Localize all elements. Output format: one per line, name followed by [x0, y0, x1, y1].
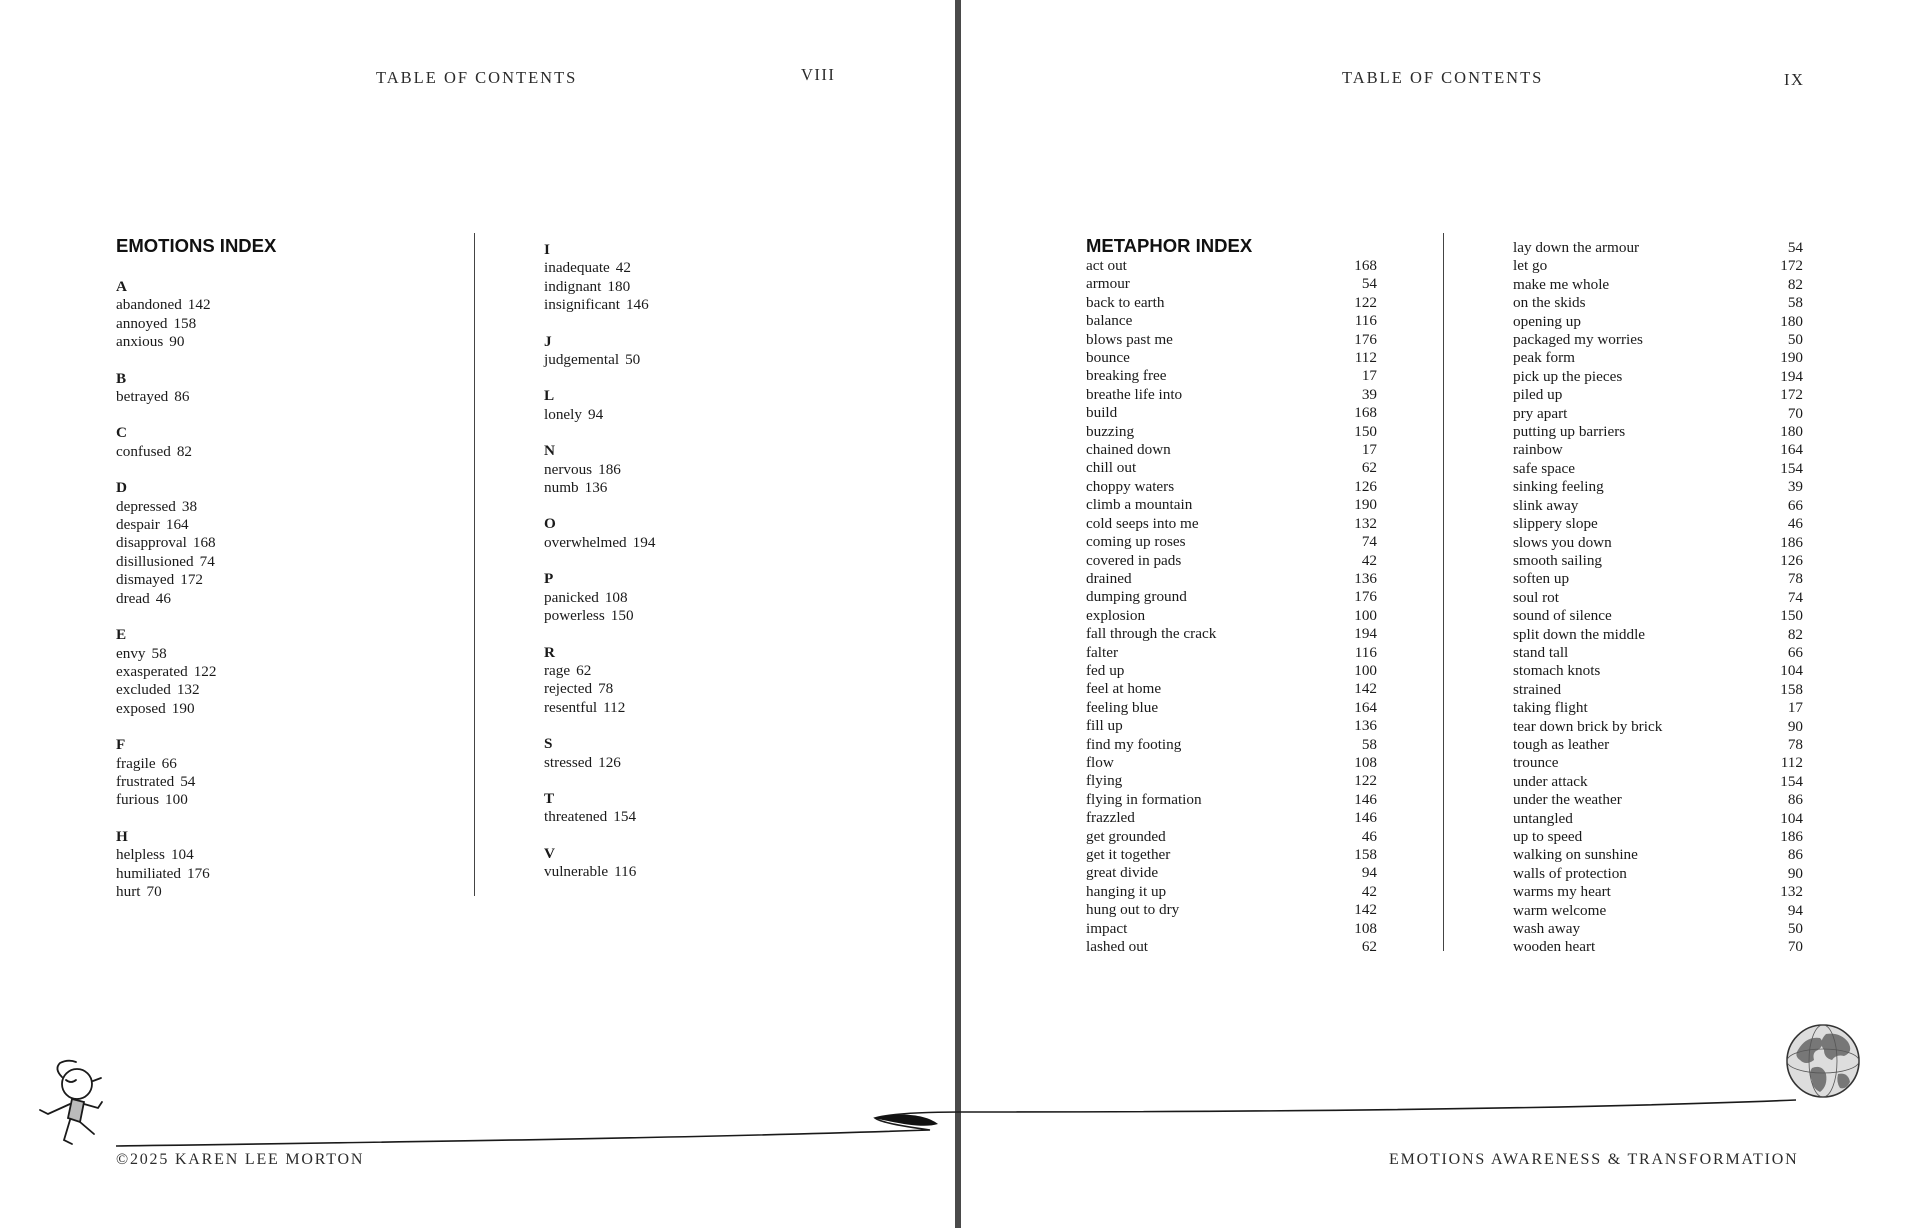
entry-term: humiliated: [116, 864, 181, 882]
entry-term: tear down brick by brick: [1513, 717, 1663, 735]
entry-page-number: 78: [1787, 735, 1803, 753]
entry-term: sound of silence: [1513, 607, 1612, 625]
entry-term: pick up the pieces: [1513, 367, 1623, 385]
entry-page-number: 58: [1787, 294, 1803, 312]
entry-term: untangled: [1513, 809, 1573, 827]
entry-page-number: 186: [1780, 828, 1803, 845]
entry-page-number: 112: [603, 698, 626, 716]
entry-term: lay down the armour: [1513, 239, 1640, 256]
entry-page-number: 17: [1361, 367, 1377, 385]
entry-page-number: 58: [1361, 735, 1377, 753]
entry-term: soul rot: [1513, 588, 1559, 606]
entry-term: wooden heart: [1513, 938, 1596, 956]
entry-page-number: 158: [173, 314, 197, 332]
index-letter: D: [116, 479, 127, 497]
entry-page-number: 176: [1354, 588, 1377, 606]
entry-term: resentful: [544, 698, 598, 716]
entry-page-number: 136: [584, 479, 608, 497]
entry-page-number: 100: [1354, 606, 1377, 624]
entry-term: act out: [1086, 257, 1127, 274]
entry-term: sinking feeling: [1513, 478, 1604, 496]
entry-page-number: 150: [610, 607, 634, 625]
index-letter: I: [544, 241, 550, 258]
running-head: TABLE OF CONTENTS: [1342, 68, 1544, 87]
entry-term: flying: [1086, 772, 1123, 790]
copyright-footer: ©2025 KAREN LEE MORTON: [116, 1151, 365, 1168]
entry-page-number: 176: [186, 864, 210, 882]
entry-term: inadequate: [544, 259, 610, 277]
entry-page-number: 154: [613, 808, 637, 826]
entry-term: cold seeps into me: [1086, 514, 1199, 532]
entry-page-number: 122: [193, 662, 217, 680]
index-letter: N: [544, 442, 555, 460]
entry-term: disapproval: [116, 534, 187, 552]
entry-term: rainbow: [1513, 441, 1563, 459]
entry-page-number: 86: [1787, 846, 1803, 864]
entry-page-number: 46: [155, 589, 171, 607]
entry-term: judgemental: [544, 351, 620, 369]
entry-page-number: 190: [1354, 496, 1377, 514]
entry-page-number: 94: [587, 405, 604, 423]
entry-term: overwhelmed: [544, 533, 627, 551]
index-letter: O: [544, 515, 556, 533]
entry-term: despair: [116, 516, 160, 534]
entry-term: safe space: [1513, 459, 1575, 477]
entry-page-number: 146: [625, 296, 649, 314]
entry-page-number: 116: [1354, 312, 1377, 330]
entry-page-number: 142: [1354, 680, 1377, 698]
index-letter: S: [544, 735, 553, 753]
entry-term: back to earth: [1086, 293, 1165, 311]
entry-page-number: 100: [165, 791, 188, 809]
entry-page-number: 146: [1354, 790, 1377, 808]
entry-term: disillusioned: [116, 552, 194, 570]
entry-page-number: 100: [1354, 661, 1377, 679]
entry-term: vulnerable: [544, 863, 609, 881]
entry-page-number: 50: [625, 351, 641, 369]
entry-page-number: 122: [1354, 772, 1377, 790]
entry-page-number: 90: [1787, 864, 1803, 882]
entry-page-number: 62: [576, 661, 592, 679]
entry-term: find my footing: [1086, 735, 1182, 753]
index-letter: P: [544, 570, 554, 588]
entry-page-number: 154: [1780, 772, 1803, 790]
entry-term: fill up: [1086, 717, 1123, 735]
entry-term: stand tall: [1513, 643, 1569, 661]
entry-page-number: 168: [1354, 257, 1377, 274]
entry-term: make me whole: [1513, 275, 1610, 293]
entry-term: fed up: [1086, 661, 1125, 679]
entry-page-number: 180: [1780, 312, 1803, 330]
entry-term: covered in pads: [1086, 551, 1182, 569]
entry-term: hanging it up: [1086, 882, 1167, 900]
entry-term: furious: [116, 791, 160, 809]
entry-page-number: 194: [1354, 625, 1377, 643]
entry-term: wash away: [1513, 920, 1581, 938]
entry-term: flying in formation: [1086, 790, 1202, 808]
entry-page-number: 90: [1787, 717, 1803, 735]
entry-page-number: 82: [1787, 275, 1803, 293]
entry-term: rage: [544, 661, 571, 679]
entry-page-number: 108: [1354, 919, 1377, 937]
entry-page-number: 70: [1787, 938, 1803, 956]
entry-page-number: 180: [1780, 423, 1803, 441]
entry-page-number: 38: [181, 497, 198, 515]
entry-term: fragile: [116, 754, 156, 772]
entry-term: feel at home: [1086, 680, 1162, 698]
entry-term: strained: [1513, 680, 1562, 698]
index-letter: L: [544, 387, 555, 405]
entry-page-number: 70: [1787, 404, 1803, 422]
entry-page-number: 39: [1361, 385, 1377, 403]
entry-term: frustrated: [116, 772, 175, 790]
entry-term: tough as leather: [1513, 735, 1610, 753]
entry-page-number: 168: [192, 534, 216, 552]
entry-page-number: 74: [199, 552, 215, 570]
entry-page-number: 132: [176, 681, 200, 699]
entry-term: choppy waters: [1086, 477, 1175, 495]
entry-term: fall through the crack: [1086, 625, 1217, 643]
entry-term: buzzing: [1086, 422, 1135, 440]
entry-page-number: 158: [1780, 680, 1803, 698]
entry-page-number: 58: [151, 644, 167, 662]
entry-term: get grounded: [1086, 827, 1166, 845]
entry-page-number: 164: [1780, 441, 1803, 459]
entry-term: stomach knots: [1513, 662, 1601, 680]
entry-term: rejected: [544, 680, 593, 698]
entry-term: abandoned: [116, 296, 182, 314]
index-letter: V: [544, 844, 555, 862]
entry-page-number: 108: [604, 588, 628, 606]
entry-term: smooth sailing: [1513, 551, 1603, 569]
entry-term: warms my heart: [1513, 883, 1611, 901]
entry-term: trounce: [1513, 754, 1559, 772]
entry-page-number: 66: [161, 754, 177, 772]
entry-page-number: 194: [1780, 367, 1803, 385]
entry-term: explosion: [1086, 606, 1146, 624]
entry-term: get it together: [1086, 846, 1171, 863]
entry-page-number: 186: [598, 460, 621, 478]
entry-term: chill out: [1086, 459, 1137, 477]
entry-page-number: 172: [1780, 386, 1803, 404]
entry-term: great divide: [1086, 864, 1159, 882]
entry-page-number: 158: [1354, 846, 1377, 863]
entry-page-number: 66: [1787, 496, 1803, 514]
entry-page-number: 168: [1354, 404, 1377, 422]
entry-term: under the weather: [1513, 791, 1622, 809]
entry-term: putting up barriers: [1513, 423, 1626, 441]
entry-page-number: 46: [1361, 827, 1377, 845]
entry-page-number: 17: [1361, 441, 1377, 459]
page-number: IX: [1784, 70, 1805, 89]
entry-term: frazzled: [1086, 809, 1135, 827]
entry-term: slink away: [1513, 496, 1579, 514]
globe-icon: [1787, 1025, 1859, 1097]
entry-term: indignant: [544, 277, 602, 295]
entry-term: dismayed: [116, 571, 175, 589]
entry-term: annoyed: [116, 314, 168, 332]
entry-page-number: 116: [614, 863, 637, 881]
entry-term: lonely: [544, 405, 582, 423]
page-number: VIII: [801, 65, 836, 84]
index-letter: A: [116, 278, 127, 295]
entry-term: slippery slope: [1513, 515, 1598, 533]
entry-page-number: 62: [1361, 459, 1377, 477]
entry-page-number: 164: [165, 516, 189, 534]
entry-page-number: 136: [1354, 717, 1377, 735]
index-letter: R: [544, 643, 555, 661]
entry-term: confused: [116, 442, 171, 460]
entry-page-number: 82: [176, 442, 193, 460]
entry-term: bounce: [1086, 349, 1130, 367]
entry-term: soften up: [1513, 570, 1570, 588]
entry-page-number: 176: [1354, 330, 1377, 348]
entry-page-number: 190: [171, 699, 195, 717]
entry-term: depressed: [116, 497, 176, 515]
entry-term: packaged my worries: [1513, 331, 1643, 349]
entry-term: taking flight: [1513, 699, 1588, 717]
index-letter: B: [116, 369, 127, 387]
entry-term: impact: [1086, 919, 1128, 937]
entry-page-number: 126: [1354, 477, 1377, 495]
entry-page-number: 146: [1354, 809, 1377, 827]
entry-page-number: 74: [1787, 588, 1803, 606]
entry-term: split down the middle: [1513, 625, 1646, 643]
entry-term: under attack: [1513, 772, 1588, 790]
entry-term: climb a mountain: [1086, 496, 1193, 514]
entry-page-number: 122: [1354, 293, 1377, 311]
entry-page-number: 86: [174, 388, 190, 406]
entry-page-number: 154: [1780, 459, 1803, 477]
entry-term: falter: [1086, 643, 1119, 661]
entry-term: on the skids: [1513, 294, 1586, 312]
entry-page-number: 78: [1787, 570, 1803, 588]
entry-term: hurt: [116, 882, 141, 900]
entry-page-number: 86: [1787, 791, 1803, 809]
entry-term: dumping ground: [1086, 588, 1187, 606]
entry-page-number: 42: [1361, 882, 1377, 900]
entry-term: flow: [1086, 753, 1114, 771]
index-title: METAPHOR INDEX: [1086, 235, 1253, 256]
index-letter: H: [116, 827, 128, 845]
entry-page-number: 94: [1787, 901, 1803, 919]
entry-page-number: 94: [1361, 864, 1377, 882]
entry-term: powerless: [544, 607, 605, 625]
entry-page-number: 150: [1780, 607, 1803, 625]
entry-page-number: 66: [1787, 643, 1803, 661]
entry-page-number: 190: [1780, 349, 1803, 367]
entry-page-number: 132: [1780, 883, 1803, 901]
entry-page-number: 104: [1780, 809, 1803, 827]
entry-page-number: 150: [1354, 422, 1377, 440]
entry-term: dread: [116, 589, 150, 607]
entry-page-number: 54: [1361, 275, 1377, 293]
entry-page-number: 104: [170, 846, 194, 864]
entry-page-number: 186: [1780, 533, 1803, 551]
entry-page-number: 46: [1787, 515, 1803, 533]
entry-term: nervous: [544, 460, 593, 478]
entry-term: armour: [1086, 275, 1130, 293]
entry-term: coming up roses: [1086, 533, 1186, 551]
entry-page-number: 126: [598, 753, 621, 771]
index-letter: T: [544, 789, 555, 807]
entry-page-number: 112: [1354, 349, 1377, 367]
entry-page-number: 194: [632, 533, 656, 551]
entry-term: slows you down: [1513, 533, 1612, 551]
entry-page-number: 142: [1354, 901, 1377, 919]
entry-page-number: 74: [1361, 533, 1377, 551]
entry-page-number: 39: [1787, 478, 1803, 496]
entry-term: pry apart: [1513, 404, 1568, 422]
swoosh-flourish: [874, 1115, 938, 1126]
running-head: TABLE OF CONTENTS: [376, 68, 578, 87]
entry-term: exasperated: [116, 662, 188, 680]
swoosh-line: [116, 1100, 1796, 1146]
entry-page-number: 42: [615, 259, 631, 277]
entry-term: warm welcome: [1513, 901, 1607, 919]
title-footer: EMOTIONS AWARENESS & TRANSFORMATION: [1389, 1151, 1799, 1168]
entry-term: stressed: [544, 753, 593, 771]
entry-term: exposed: [116, 699, 166, 717]
entry-term: drained: [1086, 569, 1132, 587]
entry-page-number: 82: [1787, 625, 1803, 643]
entry-page-number: 104: [1780, 662, 1803, 680]
entry-page-number: 172: [1780, 257, 1803, 275]
entry-term: piled up: [1513, 386, 1563, 404]
entry-page-number: 50: [1787, 920, 1803, 938]
entry-page-number: 17: [1787, 699, 1803, 717]
entry-page-number: 116: [1354, 643, 1377, 661]
entry-term: excluded: [116, 681, 171, 699]
entry-term: build: [1086, 404, 1118, 422]
entry-term: envy: [116, 644, 146, 662]
entry-term: betrayed: [116, 388, 169, 406]
entry-term: anxious: [116, 333, 164, 351]
entry-term: hung out to dry: [1086, 901, 1180, 919]
entry-page-number: 132: [1354, 514, 1377, 532]
entry-term: feeling blue: [1086, 698, 1159, 716]
entry-page-number: 70: [146, 882, 162, 900]
entry-term: threatened: [544, 808, 608, 826]
entry-page-number: 112: [1780, 754, 1803, 772]
entry-term: walls of protection: [1513, 864, 1627, 882]
entry-term: walking on sunshine: [1513, 846, 1638, 864]
entry-page-number: 62: [1361, 938, 1377, 956]
index-letter: F: [116, 736, 126, 754]
entry-term: breathe life into: [1086, 385, 1183, 403]
index-title: EMOTIONS INDEX: [116, 235, 277, 256]
entry-term: opening up: [1513, 312, 1581, 330]
entry-page-number: 164: [1354, 698, 1377, 716]
entry-term: chained down: [1086, 441, 1171, 459]
entry-page-number: 54: [1787, 239, 1803, 256]
index-letter: E: [116, 626, 127, 644]
entry-page-number: 180: [607, 277, 631, 295]
entry-term: peak form: [1513, 349, 1575, 367]
entry-page-number: 78: [598, 680, 614, 698]
index-letter: J: [544, 332, 552, 350]
entry-page-number: 136: [1354, 569, 1377, 587]
entry-page-number: 126: [1780, 551, 1803, 569]
entry-term: numb: [544, 479, 579, 497]
entry-term: breaking free: [1086, 367, 1167, 385]
entry-page-number: 172: [180, 571, 203, 589]
entry-page-number: 108: [1354, 753, 1377, 771]
entry-term: panicked: [544, 588, 599, 606]
entry-term: let go: [1513, 257, 1548, 275]
entry-term: helpless: [116, 846, 165, 864]
entry-term: lashed out: [1086, 938, 1149, 956]
index-letter: C: [116, 424, 127, 442]
entry-page-number: 90: [169, 333, 185, 351]
entry-term: insignificant: [544, 296, 620, 314]
entry-term: balance: [1086, 312, 1133, 330]
entry-page-number: 54: [180, 772, 196, 790]
entry-term: blows past me: [1086, 330, 1173, 348]
entry-page-number: 142: [187, 296, 211, 314]
entry-term: up to speed: [1513, 828, 1583, 845]
stick-figure-icon: [40, 1061, 102, 1144]
entry-page-number: 42: [1361, 551, 1377, 569]
entry-page-number: 50: [1787, 331, 1803, 349]
